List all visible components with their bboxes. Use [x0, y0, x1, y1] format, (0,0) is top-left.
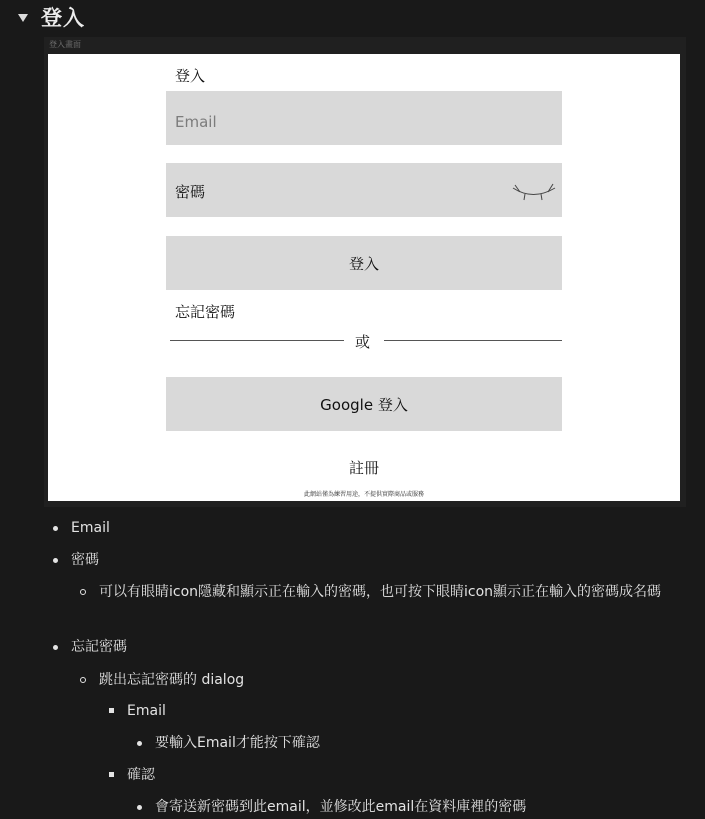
login-button[interactable]: [166, 236, 562, 290]
bullet-disc-icon: [53, 558, 58, 563]
bullet-disc-icon: [137, 805, 142, 810]
bullet-disc-icon: [53, 645, 58, 650]
bullet-disc-icon: [137, 741, 142, 746]
note-dialog-confirm: 確認: [127, 767, 155, 783]
eye-closed-icon[interactable]: [511, 181, 557, 201]
google-login-label: Google 登入: [320, 395, 408, 414]
google-login-button[interactable]: [166, 377, 562, 431]
note-forgot-dialog: 跳出忘記密碼的 dialog: [99, 672, 245, 688]
note-dialog-email-detail: 要輸入Email才能按下確認: [155, 735, 320, 751]
note-dialog-email: Email: [127, 703, 166, 719]
bullet-disc-icon: [53, 526, 58, 531]
bullet-circle-icon: [80, 589, 86, 595]
note-email: Email: [71, 520, 110, 536]
login-button-label: 登入: [348, 254, 379, 273]
note-password-detail: 可以有眼睛icon隱藏和顯示正在輸入的密碼，也可按下眼睛icon顯示正在輸入的密碼成名碼: [99, 584, 662, 600]
disclaimer-text: 此網站僅為練習用途，不提供實際商品或服務: [303, 491, 424, 498]
divider-right: [384, 340, 562, 341]
login-title: 登入: [175, 67, 206, 85]
mockup-frame: [44, 37, 686, 507]
toggle-triangle-icon[interactable]: [18, 14, 28, 22]
password-placeholder: 密碼: [175, 183, 206, 201]
note-dialog-confirm-detail: 會寄送新密碼到此email，並修改此email在資料庫裡的密碼: [155, 799, 527, 815]
email-placeholder: Email: [175, 113, 217, 131]
note-password: 密碼: [71, 552, 99, 568]
divider-left: [170, 340, 344, 341]
login-screen-mockup: [48, 54, 680, 501]
note-forgot: 忘記密碼: [71, 639, 127, 655]
bullet-circle-icon: [80, 677, 86, 683]
or-separator: 或: [355, 333, 371, 351]
bullet-square-icon: [109, 708, 114, 713]
forgot-password-link[interactable]: 忘記密碼: [175, 303, 236, 321]
register-link[interactable]: 註冊: [348, 459, 379, 477]
section-heading: [18, 2, 85, 32]
frame-label: 登入畫面: [49, 40, 81, 49]
password-field[interactable]: [166, 163, 562, 217]
section-title: 登入: [41, 6, 85, 30]
email-field[interactable]: [166, 91, 562, 145]
bullet-square-icon: [109, 772, 114, 777]
